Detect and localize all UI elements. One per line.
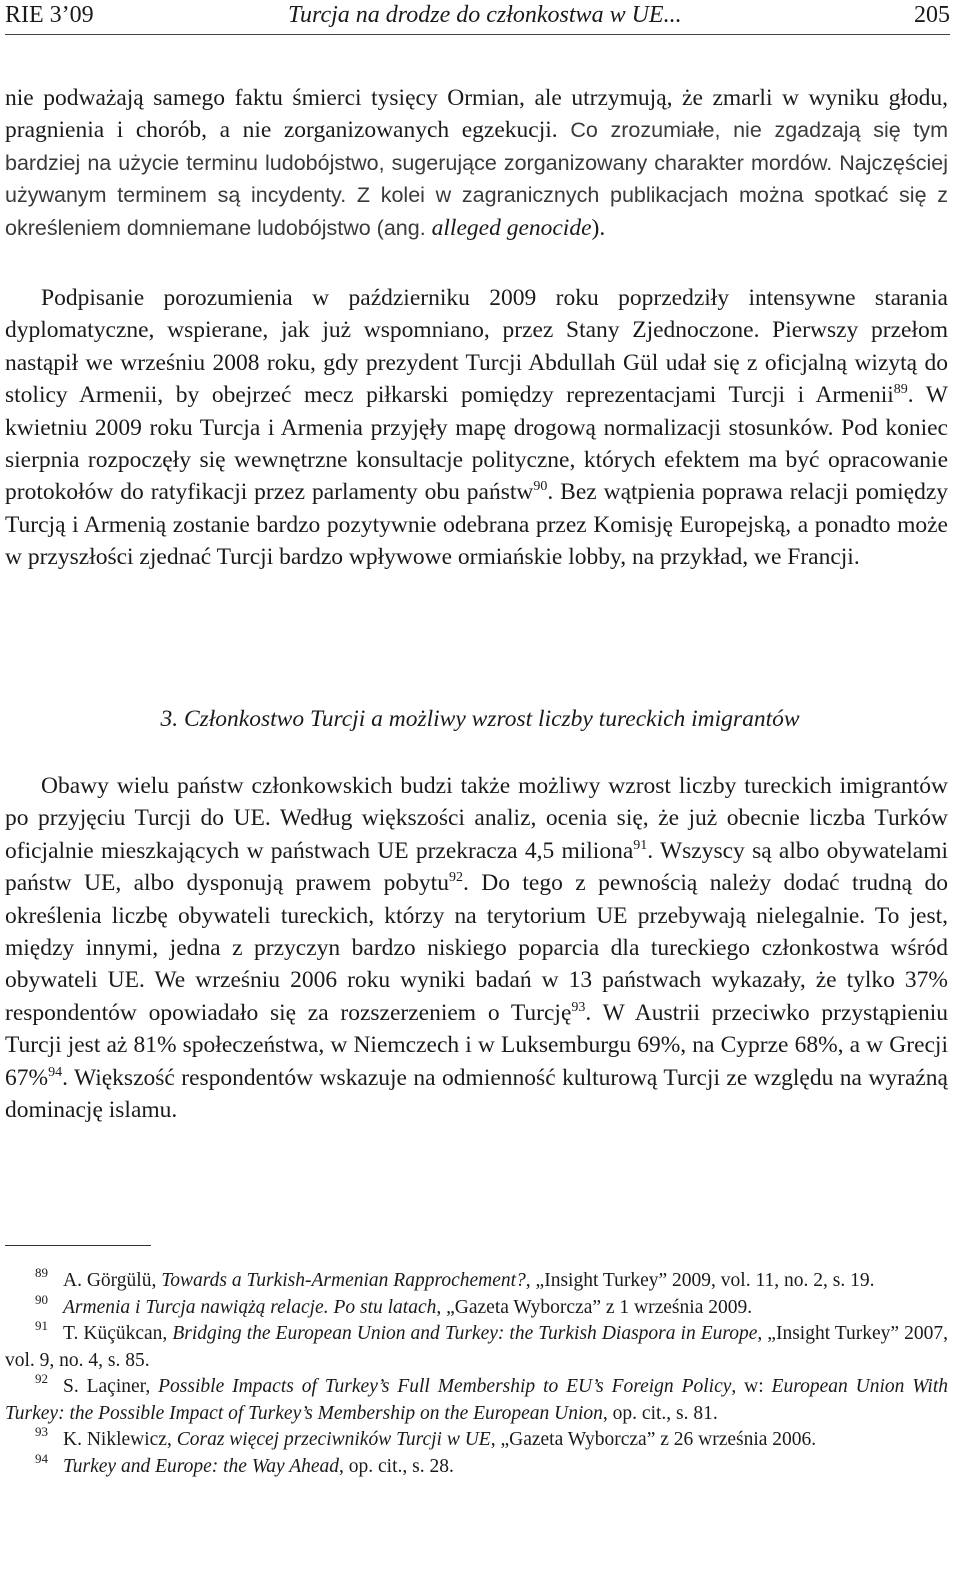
intro-text-b: Co zrozumiałe, nie zgadzają się tym bardziej na użycie terminu ludobójstwo, sugerujące zorganizowany charakter mordów. Najczęściej używanym terminem są incydenty. Z kolei w zagranicznych publikacjach można spotkać się z określeniem domniemane ludobójstwo (ang.	[5, 118, 948, 240]
p3-text-2: . Wszyscy są albo obywatelami państw UE, albo dysponują prawem pobytu	[5, 837, 949, 897]
intro-alleged-genocide: alleged genocide	[431, 214, 592, 241]
running-header	[5, 0, 950, 34]
running-title: Turcja na drodze do członkostwa w UE...	[288, 2, 682, 28]
footnote-source: , „Gazeta Wyborcza” z 26 września 2006.	[490, 1429, 817, 1450]
footnote-source: , op. cit., s. 28.	[339, 1455, 454, 1477]
footnote-ref-94[interactable]: 94	[48, 1064, 63, 1080]
p2-text-3: . Bez wątpienia poprawa relacji pomiędzy Turcją i Armenią zostanie bardzo pozytywnie odebrana przez Komisję Europejską, a ponadto może w przyszłości zjednać Turcji bardzo wpływowe ormiańskie lobby, na przykład, we Francji.	[5, 479, 948, 571]
section-heading: 3. Członkostwo Turcji a możliwy wzrost liczby tureckich imigrantów	[160, 706, 800, 732]
footnote-92	[5, 1371, 949, 1427]
footnote-number: 94	[35, 1450, 48, 1466]
footnote-source: , „Gazeta Wyborcza” z 1 września 2009.	[436, 1296, 753, 1318]
footnote-title: Towards a Turkish-Armenian Rapprochement?	[161, 1270, 526, 1291]
footnote-number: 93	[35, 1424, 48, 1439]
p3-text-4: . W Austrii przeciwko przystąpieniu Turcji jest aż 81% społeczeństwa, w Niemczech i w Luksemburgu 69%, na Cyprze 68%, a w Grecji 67%	[5, 999, 949, 1091]
p2-text-1: Podpisanie porozumienia w październiku 2009 roku poprzedziły intensywne starania dyplomatyczne, wspierane, jak już wspomniano, przez Stany Zjednoczone. Pierwszy przełom nastąpił we wrześniu 2008 roku, gdy prezydent Turcji Abdullah Gül udał się z oficjalną wizytą do stolicy Armenii, by obejrzeć mecz piłkarski pomiędzy reprezentacjami Turcji i Armenii	[5, 285, 948, 409]
footnote-number: 91	[35, 1318, 48, 1333]
footnote-ref-89[interactable]: 89	[893, 382, 908, 398]
footnote-title: Coraz więcej przeciwników Turcji w UE	[176, 1429, 491, 1450]
footnote-source: , „Insight Turkey” 2009, vol. 11, no. 2, s. 19.	[525, 1270, 875, 1291]
footnote-number: 89	[35, 1265, 48, 1280]
footnote-book-title: European Union With Turkey: the Possible Impact of Turkey’s Membership on the European Union	[5, 1376, 949, 1424]
footnote-source: , op. cit., s. 81.	[602, 1402, 718, 1424]
intro-paragraph	[5, 82, 948, 244]
footnote-ref-93[interactable]: 93	[571, 999, 586, 1015]
footnote-title: Bridging the European Union and Turkey: the Turkish Diaspora in Europe	[172, 1323, 758, 1344]
p2-text-2: . W kwietniu 2009 roku Turcja i Armenia przyjęły mapę drogową normalizacji stosunków. Pod koniec sierpnia rozpoczęły się wewnętrzne konsultacje polityczne, których efektem ma być opracowanie protokołów do ratyfikacji przez parlamenty obu państw	[5, 382, 948, 506]
p3-text-5: . Większość respondentów wskazuje na odmienność kulturową Turcji ze względu na wyraźną dominację islamu.	[5, 1064, 948, 1124]
footnote-author: S. Laçiner,	[63, 1376, 159, 1397]
paragraph-armenia-relations	[5, 282, 948, 574]
footnote-title: Turkey and Europe: the Way Ahead	[63, 1455, 340, 1477]
footnote-connector: , w:	[731, 1376, 772, 1397]
footnote-author: A. Görgülü,	[63, 1270, 162, 1291]
footnote-93	[5, 1424, 948, 1454]
footnote-ref-92[interactable]: 92	[448, 870, 463, 886]
footnote-title: Armenia i Turcja nawiążą relacje. Po stu latach	[63, 1296, 437, 1318]
p3-text-3: . Do tego z pewnością należy dodać trudną do określenia liczbę obywateli tureckich, którzy na terytorium UE przebywają nielegalnie. To jest, między innymi, jedna z przyczyn bardzo niskiego poparcia dla tureckiego członkostwa wśród obywateli UE. We wrześniu 2006 roku wyniki badań w 13 państwach wykazały, że tylko 37% respondentów opowiadało się za rozszerzeniem o Turcję	[5, 870, 949, 1026]
footnote-94	[5, 1450, 948, 1481]
footnote-number: 92	[35, 1371, 48, 1386]
footnote-ref-91[interactable]: 91	[633, 837, 648, 853]
header-rule	[5, 34, 950, 35]
intro-text-a: nie podważają samego faktu śmierci tysięcy Ormian, ale utrzymują, że zmarli w wyniku głodu, pragnienia i chorób, a nie zorganizowanych egzekucji.	[5, 85, 948, 144]
footnote-rule	[5, 1245, 151, 1246]
page-number: 205	[914, 2, 950, 28]
footnote-source: , „Insight Turkey” 2007, vol. 9, no. 4, s. 85.	[5, 1323, 948, 1371]
footnote-number: 90	[35, 1291, 48, 1307]
footnotes	[5, 1265, 949, 1480]
intro-end: ).	[591, 214, 606, 241]
footnote-ref-90[interactable]: 90	[533, 479, 548, 495]
footnote-author: T. Küçükcan,	[63, 1323, 173, 1344]
footnote-author: K. Niklewicz,	[63, 1429, 177, 1450]
footnote-title: Possible Impacts of Turkey’s Full Membership to EU’s Foreign Policy	[158, 1376, 732, 1397]
paragraph-immigrants	[5, 770, 948, 1126]
journal-issue: RIE 3’09	[5, 2, 94, 28]
p3-text-1: Obawy wielu państw członkowskich budzi także możliwy wzrost liczby tureckich imigrantów po przyjęciu Turcji do UE. Według większości analiz, ocenia się, że już obecnie liczba Turków oficjalnie mieszkających w państwach UE przekracza 4,5 miliona	[5, 773, 948, 864]
footnote-91	[5, 1318, 948, 1374]
footnote-89	[5, 1265, 948, 1295]
footnote-90	[5, 1291, 948, 1322]
